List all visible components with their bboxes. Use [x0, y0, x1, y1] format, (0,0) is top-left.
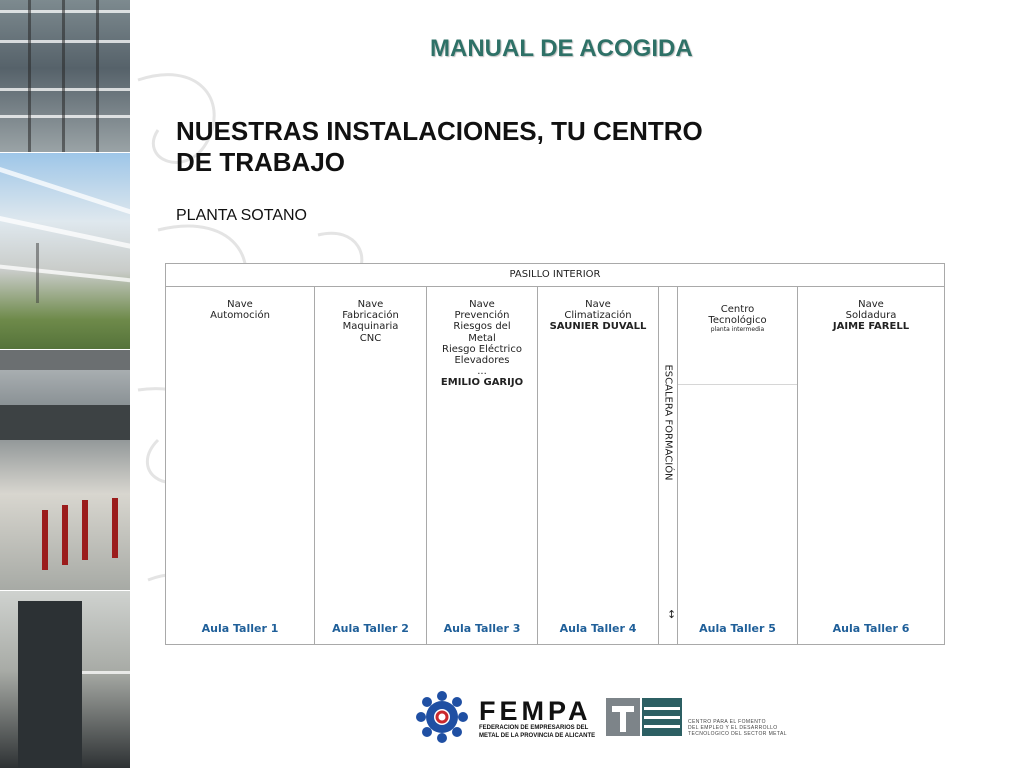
- floor-label: PLANTA SOTANO: [176, 207, 307, 224]
- cef-caption: CENTRO PARA EL FOMENTO DEL EMPLEO Y EL DESARROLLO TECNOLOGICO DEL SECTOR METAL: [688, 719, 787, 737]
- mezzanine-note: planta intermedia: [710, 326, 765, 334]
- aula-taller-3-label: Aula Taller 3: [443, 622, 521, 635]
- room-description: Nave Prevención Riesgos del Metal Riesgo Eléctrico Elevadores ... EMILIO GARIJO: [427, 299, 537, 389]
- company-name: SAUNIER DUVALL: [549, 321, 647, 333]
- aula-taller-5-label: Aula Taller 5: [699, 622, 776, 635]
- workshop-photo: [0, 350, 130, 590]
- room-description: Nave Climatización SAUNIER DUVALL: [538, 299, 658, 333]
- photo-strip: [0, 0, 130, 768]
- room-automocion: [166, 287, 315, 644]
- section-title: NUESTRAS INSTALACIONES, TU CENTRO DE TRABAJO: [176, 116, 703, 177]
- room-soldadura: [798, 287, 944, 644]
- room-description: Nave Soldadura JAIME FARELL: [798, 299, 944, 333]
- room-description: Nave Automoción: [210, 299, 270, 322]
- aula-taller-4-label: Aula Taller 4: [559, 622, 637, 635]
- floor-plan: [165, 263, 945, 645]
- corridor-label: PASILLO INTERIOR: [166, 264, 944, 287]
- room-centro-tecnologico: [678, 287, 798, 644]
- aula-taller-2-label: Aula Taller 2: [332, 622, 409, 635]
- room-description: Nave Fabricación Maquinaria CNC: [342, 299, 399, 344]
- room-prevencion: [427, 287, 538, 644]
- building-photo-2: [0, 153, 130, 349]
- fempa-subtitle: FEDERACION DE EMPRESARIOS DEL METAL DE LA PROVINCIA DE ALICANTE: [479, 725, 596, 739]
- mezzanine-line: [678, 384, 797, 385]
- aula-taller-6-label: Aula Taller 6: [832, 622, 910, 635]
- room-fabricacion: [315, 287, 427, 644]
- fempa-logo-icon: [416, 691, 468, 743]
- interior-photo: [0, 591, 130, 768]
- training-stairs: [659, 287, 678, 644]
- manual-title: MANUAL DE ACOGIDA: [430, 35, 693, 62]
- room-climatizacion: [538, 287, 659, 644]
- fempa-wordmark: FEMPA: [479, 696, 592, 726]
- stairs-label: ESCALERA FORMACIÓN: [662, 364, 674, 481]
- company-name: JAIME FARELL: [832, 321, 910, 333]
- building-photo-1: [0, 0, 130, 152]
- company-name: EMILIO GARIJO: [440, 377, 524, 389]
- up-down-arrow-icon: ↕: [667, 608, 677, 621]
- aula-taller-1-label: Aula Taller 1: [201, 622, 279, 635]
- cef-logo-icon: [606, 698, 682, 736]
- room-description: Centro Tecnológico planta intermedia: [678, 304, 797, 334]
